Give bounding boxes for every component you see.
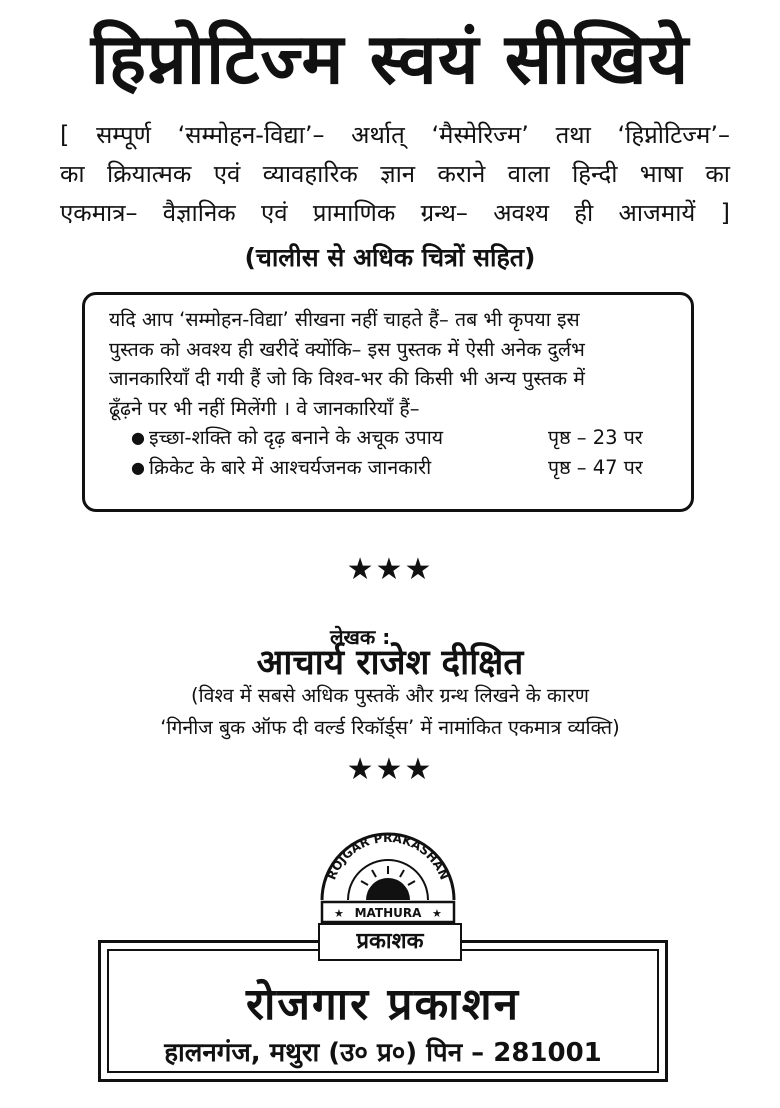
author-note <box>0 680 780 744</box>
publisher-box-inner <box>107 949 659 1073</box>
info-box <box>82 292 694 512</box>
star-divider: ★★★ <box>346 552 434 587</box>
intro-line: [ सम्पूर्ण ‘सम्मोहन-विद्या’– अर्थात् ‘मैस्मेरिज्म’ तथा ‘हिप्नोटिज्म’– <box>60 121 730 149</box>
publisher-address: हालनगंज, मथुरा (उ० प्र०) पिन – 281001 <box>164 1038 602 1068</box>
bullet-icon: ● <box>131 457 145 477</box>
book-title: हिप्नोटिज्म स्वयं सीखिये <box>90 18 690 100</box>
illustrations-note: (चालीस से अधिक चित्रों सहित) <box>244 243 536 272</box>
author-name: आचार्य राजेश दीक्षित <box>256 643 524 683</box>
author-note-line: ‘गिनीज बुक ऑफ दी वर्ल्ड रिकॉर्ड्स’ में नामांकित एकमात्र व्यक्ति) <box>160 716 620 739</box>
logo-city: MATHURA <box>354 906 422 920</box>
star-divider: ★★★ <box>346 752 434 787</box>
intro-line: एकमात्र– वैज्ञानिक एवं प्रामाणिक ग्रन्थ– अवश्य ही आजमायें ] <box>60 199 730 227</box>
publisher-label: प्रकाशक <box>318 923 462 961</box>
logo-arc-text: ROJGAR PRAKASHAN <box>324 830 452 882</box>
feature-item <box>109 423 673 453</box>
info-paragraph <box>109 305 673 423</box>
info-line: जानकारियाँ दी गयी हैं जो कि विश्व-भर की किसी भी अन्य पुस्तक में <box>109 367 585 390</box>
feature-text: क्रिकेट के बारे में आश्चर्यजनक जानकारी <box>149 455 432 479</box>
feature-text: इच्छा-शक्ति को दृढ़ बनाने के अचूक उपाय <box>149 426 444 449</box>
info-line: पुस्तक को अवश्य ही खरीदें क्योंकि– इस पुस्तक में ऐसी अनेक दुर्लभ <box>109 337 585 361</box>
intro-description <box>60 116 730 233</box>
info-line: यदि आप ‘सम्मोहन-विद्या’ सीखना नहीं चाहते हैं– तब भी कृपया इस <box>109 308 580 331</box>
feature-item <box>109 453 673 483</box>
publisher-logo <box>318 828 458 924</box>
publisher-box <box>98 940 668 1082</box>
author-label: लेखक : <box>330 625 391 649</box>
sunrise-icon <box>361 866 415 900</box>
star-icon: ★ <box>432 907 442 920</box>
intro-line: का क्रियात्मक एवं व्यावहारिक ज्ञान कराने वाला हिन्दी भाषा का <box>60 160 730 188</box>
author-note-line: (विश्व में सबसे अधिक पुस्तकें और ग्रन्थ लिखने के कारण <box>191 684 589 707</box>
info-line: ढूँढ़ने पर भी नहीं मिलेंगी । वे जानकारियाँ हैं– <box>109 396 420 420</box>
publisher-name: रोजगार प्रकाशन <box>245 979 521 1030</box>
star-icon: ★ <box>334 907 344 920</box>
feature-page: पृष्ठ – 47 पर <box>548 455 643 479</box>
feature-page: पृष्ठ – 23 पर <box>548 426 643 449</box>
bullet-icon: ● <box>131 428 145 447</box>
